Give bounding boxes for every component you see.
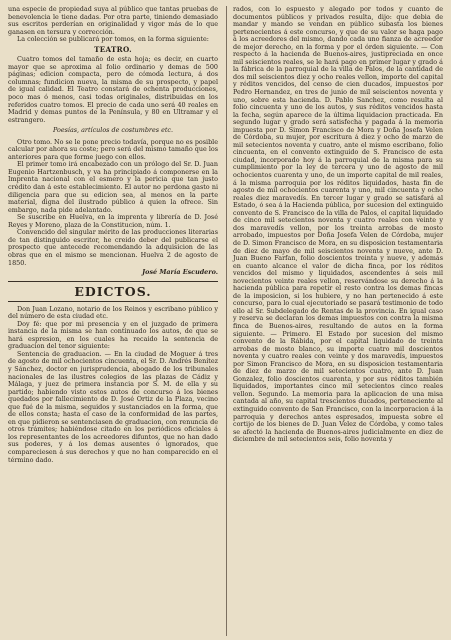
- paragraph-sentence-continued: rados, con lo espuesto y alegado por todos y cuanto de documentos públicos y privados resulta, dijo: que debia de mandar y mando se vendan en público subasta los bienes pertenecientes á este concurso, y que de su valor se haga pago á los acreedores del mismo, dando cada uno fianza de acreedor de mejor derecho, en la forma y por el órden siguiente. — Con respecto á la hacienda de Buenos-aires, justipreciada en once mil seiscientos reales, se le hará pago en primer lugar y grado á la fábrica de la parroquial de la villa de Palos, de la cantidad de dos mil seiscientos diez y ocho reales vellon, importe del capital y réditos vencidos, del censo de cien ducados, impuestos por Pedro Hernandez, en tres de junio de mil seiscientos noventa y uno, sobre esta hacienda. D. Pablo Sanchez, como resulta al folio cincuenta y uno de los autos, y sus réditos vencidos hasta la fecha, según aparece de la última liquidacion practicada. En segundo lugar y grado será satisfecha y pagada á la memoria impuesta por D. Simon Francisco de Mora y Doña Josefa Velen de Córdoba, su mujer, por escritura á diez y ocho de marzo de mil setecientos noventa y cuatro, ante el mismo escribano, folio cincuenta, en el convento extinguido de S. Francisco de esta ciudad, incorporado hoy á la parroquial de la misma para su cumplimiento por la ley de tercera y uno de agosto de mil ochocientos cuarenta y uno, de un importe capital de mil reales, á la misma parroquia por los réditos liquidados, hasta fin de agosto de mil ochocientos cuarenta y uno, mil cincuenta y ocho reales diez maravedís. En tercer lugar y grado se satisfará al Estado, ó sea á la Hacienda pública, por sucesion del extinguido convento de S. Francisco de la villa de Palos, el capital liquidado de cinco mil setecientos noventa y cuatro reales con veinte y dos maravedís vellon, por los treinta arrobas de mosto arrobado, impuestos por Doña Josefa Velen de Córdoba, mujer de D. Simon Francisco de Mora, en su disposicion testamentaria de diez de mayo de mil seiscientos noventa y nueve, ante D. Juan Bueno Farfan, folio doscientos treinta y nueve, y además en cuanto alcance el valor de dicha finca, por los réditos vencidos del mismo y liquidados, ascendentes á seis mil novecientos veinte reales vellon, reservándose su derecho á la hacienda pública para repetir el resto contra los demas fincas de la imposicion, si los hubiere, y no han pertenecido á este concurso, para lo cual ejecutoriado se pasará testimonio de todo ello al Sr. Subdelegado de Rentas de la provincia. En igual caso y reserva se declaran los demas impuestos con contra la misma finca de Buenos-aires, resultando de autos en la forma siguiente. — Primero. El Estado por sucesion del mismo convento de la Rábida, por el capital liquidado de treinta arrobas de mosto blanco, su importe cuatro mil doscientos noventa y cuatro reales con veinte y dos maravedís, impuestos por Simon Francisco de Mora, en su disposicion testamentaria de diez de marzo de mil setecientos cuatro, ante D. Juan Gonzalez, folio doscientos cuarenta, y por sus réditos también liquidados, importantes cinco mil setecientos cinco reales vellon. Segundo. La memoria para la aplicacion de una misa cantada al año, su capital trescientos ducados, perteneciente al extinguido convento de San Francisco, con la incorporacion á la parroquia y derechos antes espresados, impuesta sobre el cortijo de los bienes de D. Juan Velez de Córdoba, y como tales se afectó la hacienda de Buenos-aires judicialmente en diez de diciembre de mil setecientos seis, folio noventa y: [233, 5, 443, 444]
- signature: José María Escudero.: [142, 268, 218, 277]
- paragraph-collection-form: La colección se publicará por tomos, en la forma siguiente:: [17, 35, 209, 44]
- paragraph-theatre-volumes: Cuatro tomos del tamaño de esta hoja; es decir, en cuarto mayor que se aproxima al folio ordinario y demas de 500 páginas; edicion compacta, pero de cómoda lectura, á dos columnas; fundicion nueva, la misma de su prospecto, y papel de igual calidad. El Teatro constará de ochenta producciones, poco mas ó menos, casi todas originales, distribuidas en los referidos cuatro tomos. El precio de cada uno será 40 reales en Madrid y demas puntos de la Península, y 80 en Ultramar y el estrangero.: [8, 55, 218, 124]
- paragraph-notary: Don Juan Lozano, notario de los Reinos y escribano público y del número de esta ciudad etc.: [8, 304, 218, 321]
- paragraph-recommendation: Convencido del singular mérito de las producciones literarias de tan distinguido escritor, he creido deber del publicarse el prospecto que antecede recomendando la adquisicion de las obras que en el mismo se mencionan. Huelva 2 de agosto de 1850.: [8, 228, 218, 267]
- heading-underline: [8, 301, 218, 302]
- paragraph-prospectus-intro: una especie de propiedad suya al público que tantas pruebas de benevolencia le tiene dadas. Por otra parte, tiniendo demasiado sus escritos perderían en originalidad y vigor más de lo que ganasen en tersura y corrección.: [8, 5, 218, 36]
- left-column: [8, 6, 218, 636]
- subtitle-poetry: Poesías, artículos de costumbres etc.: [52, 126, 174, 135]
- paragraph-subscription: Se suscribe en Huelva, en la imprenta y librería de D. José Reyes y Moreno, plaza de la Constitucion, núm. 1.: [8, 213, 218, 229]
- paragraph-doy-fe: Doy fé: que por mi presencia y en el juzgado de primera instancia de la misma se han continuado los autos, de que se hará espresion, en los cuales ha recaido la sentencia de graduacion del tenor siguiente:: [8, 319, 218, 351]
- right-column: [226, 6, 443, 636]
- section-divider: [8, 281, 218, 282]
- section-heading-theatre: TEATRO.: [94, 44, 132, 54]
- section-heading-edictos: EDICTOS.: [74, 283, 152, 299]
- paragraph-other-volume: Otro tomo. No se le pone precio todavía, porque no es posible calcular por ahora su coste; pero será del mismo tamaño que los anteriores para que forme juego con ellos.: [8, 137, 218, 161]
- paragraph-sentence: Sentencia de graduacion. — En la ciudad de Moguer á tres de agosto de mil ochocientos cincuenta, el Sr. D. Andrés Benítez y Sánchez, doctor en jurisprudencia, abogado de los tribunales nacionales de las ilustres colegios de las plazas de Cádiz y Málaga, y juez de primera instancia por S. M. de ella y su partido; habiendo visto estos autos de concurso á los bienes quedados por fallecimiento de D. José Ortiz de la Plaza, vecino que fué de la misma, seguidos y sustanciados en la forma, que de ellos consta; hasta el caso de la conformidad de las partes, en que pidieron se sentenciasen de graduacion, con renuncia de otros trámites; habiéndose citado en los periódicos oficiales á los representantes de los acreedores difuntos, que no han dado sus poderes, y á los demas ausentes ó ignorados, que compareciesen á sus derechos y que no han comparecido en el término dado.: [8, 349, 218, 464]
- paragraph-first-volume: El primer tomo irá encabezado con un prólogo del Sr. D. Juan Eugenio Hartzenbusch, y va ha principiado á componerse en la Imprenta nacional con el esmero y la pericia que tan justo crédito dan á este establecimiento. El autor no perdona gasto ni diligencia para que su edicion sea, al menos en la parte material, digna del ilustrado público á quien la ofrece. Sin embargo, nada pide adelantado.: [8, 160, 218, 214]
